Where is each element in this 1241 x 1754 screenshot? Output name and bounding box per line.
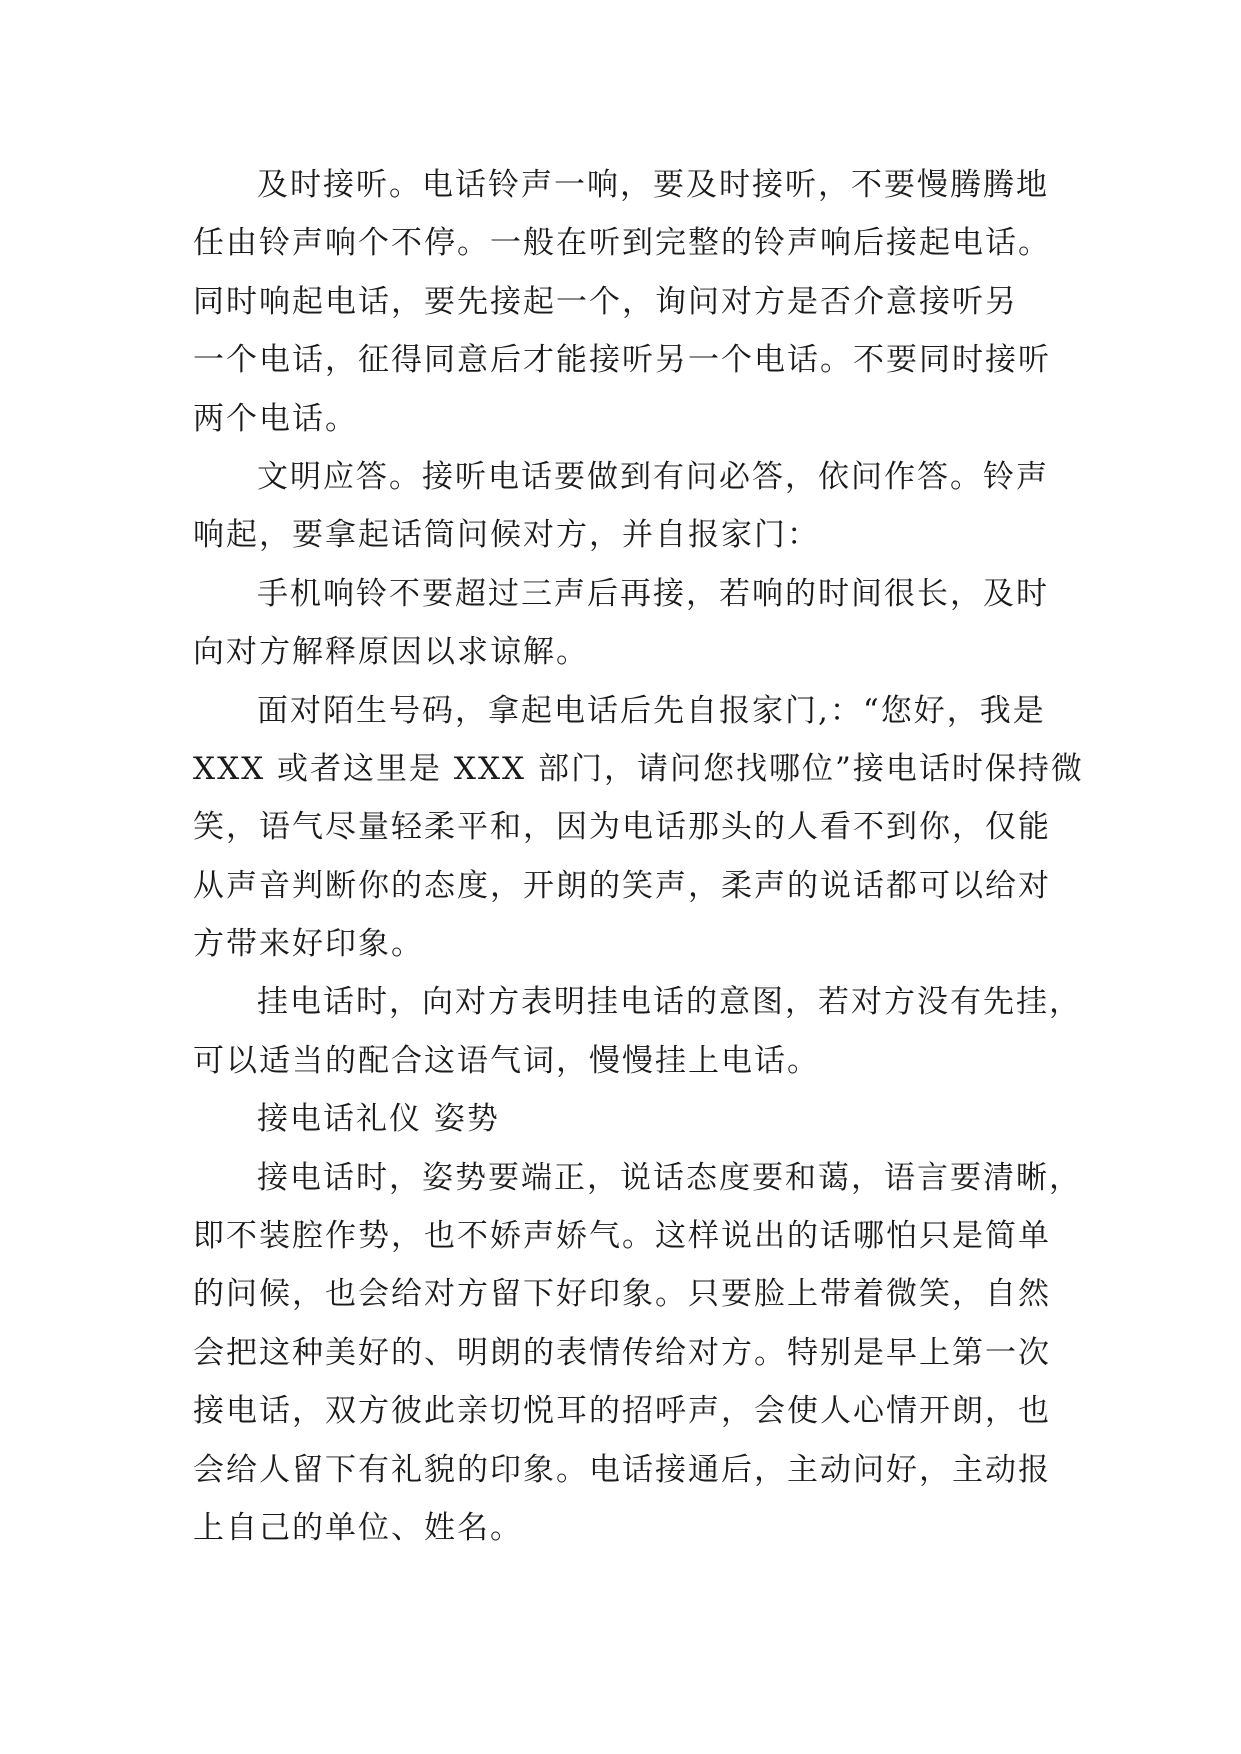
paragraph-line: 接电话时，姿势要端正，说话态度要和蔼，语言要清晰，	[257, 1159, 1082, 1196]
paragraph-line: 笑，语气尽量轻柔平和，因为电话那头的人看不到你，仅能	[193, 809, 1051, 846]
paragraph-line: 及时接听。电话铃声一响，要及时接听，不要慢腾腾地	[257, 167, 1049, 203]
paragraph-line: XXX 或者这里是 XXX 部门，请问您找哪位”接电话时保持微	[193, 750, 1084, 787]
paragraph-line: 方带来好印象。	[193, 926, 424, 963]
paragraph-line: 两个电话。	[193, 400, 358, 437]
paragraph-line: 响起，要拿起话筒问候对方，并自报家门：	[193, 517, 820, 554]
paragraph-line: 即不装腔作势，也不娇声娇气。这样说出的话哪怕只是简单	[193, 1218, 1051, 1255]
paragraph-line: 同时响起电话，要先接起一个，询问对方是否介意接听另	[193, 283, 1018, 320]
paragraph-line: 从声音判断你的态度，开朗的笑声，柔声的说话都可以给对	[193, 867, 1051, 904]
section-heading: 接电话礼仪 姿势	[257, 1101, 500, 1138]
paragraph-line: 向对方解释原因以求谅解。	[193, 634, 589, 671]
paragraph-line: 手机响铃不要超过三声后再接，若响的时间很长，及时	[257, 575, 1049, 612]
paragraph-line: 任由铃声响个不停。一般在听到完整的铃声响后接起电话。	[193, 225, 1051, 262]
paragraph-line: 接电话，双方彼此亲切悦耳的招呼声，会使人心情开朗，也	[193, 1393, 1051, 1430]
document-body	[193, 156, 1084, 1557]
paragraph-line: 挂电话时，向对方表明挂电话的意图，若对方没有先挂，	[257, 984, 1082, 1021]
paragraph-line: 会把这种美好的、明朗的表情传给对方。特别是早上第一次	[193, 1334, 1051, 1371]
paragraph-line: 一个电话，征得同意后才能接听另一个电话。不要同时接听	[193, 342, 1051, 379]
paragraph-line: 会给人留下有礼貌的印象。电话接通后，主动问好，主动报	[193, 1451, 1051, 1488]
paragraph-line: 的问候，也会给对方留下好印象。只要脸上带着微笑，自然	[193, 1276, 1051, 1313]
paragraph-line: 文明应答。接听电话要做到有问必答，依问作答。铃声	[257, 458, 1049, 495]
paragraph-line: 可以适当的配合这语气词，慢慢挂上电话。	[193, 1042, 820, 1079]
paragraph-line: 上自己的单位、姓名。	[193, 1509, 523, 1546]
paragraph-line: 面对陌生号码，拿起电话后先自报家门,：“您好，我是	[257, 692, 1046, 729]
